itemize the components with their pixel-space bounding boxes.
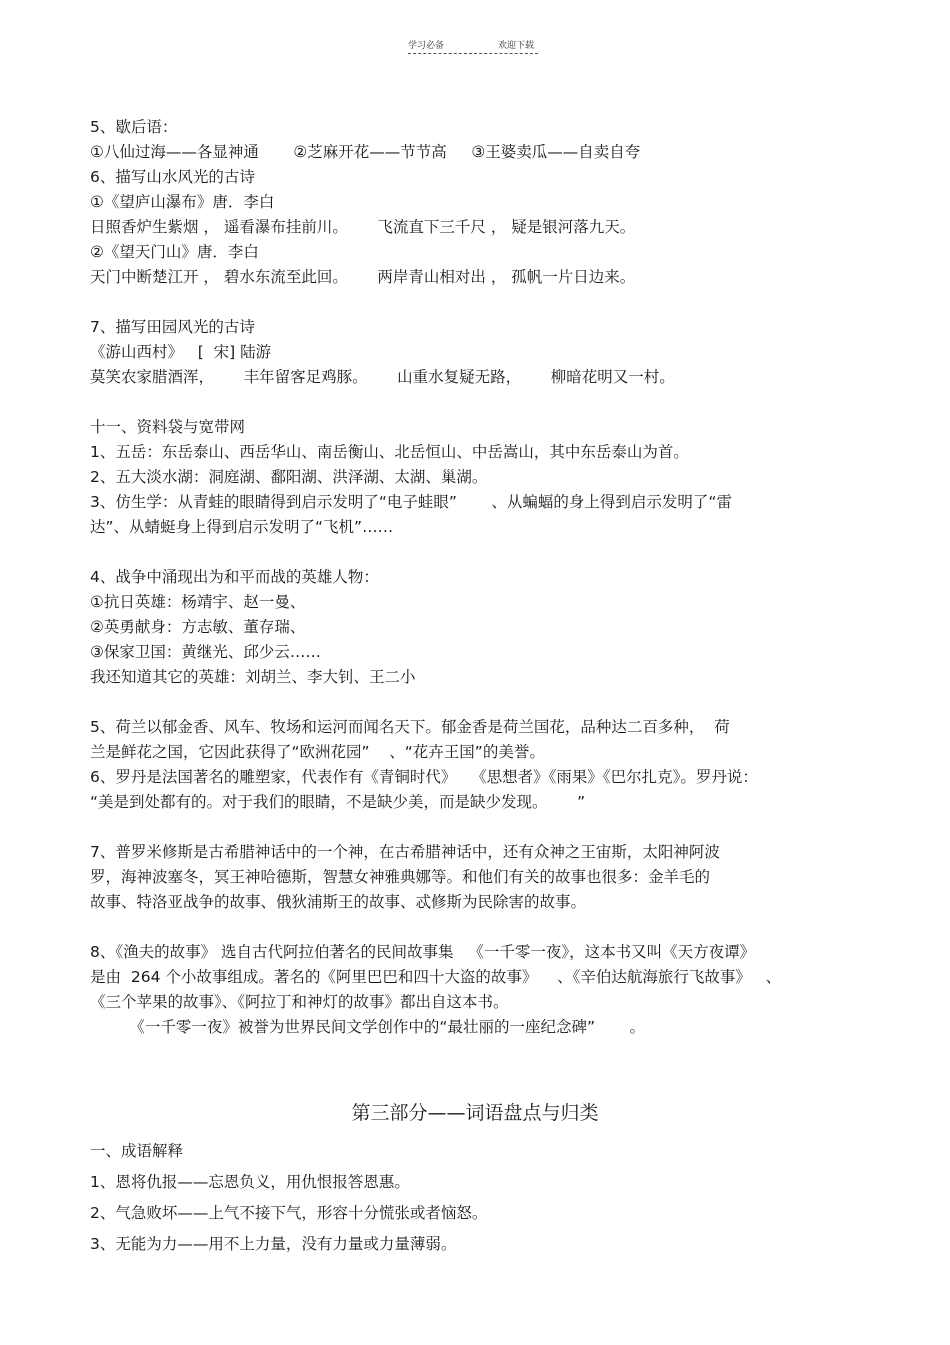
- idiom-item: 1、恩将仇报——忘恩负义，用仇恨报答恩惠。: [90, 1173, 410, 1191]
- text-line: 罗，海神波塞冬，冥王神哈德斯，智慧女神雅典娜等。和他们有关的故事也很多：金羊毛的: [90, 868, 711, 886]
- blank-line: [90, 290, 880, 315]
- text-line: ①《望庐山瀑布》唐．李白: [90, 193, 275, 211]
- text-line: 故事、特洛亚战争的故事、俄狄浦斯王的故事、忒修斯为民除害的故事。: [90, 893, 587, 911]
- text-line: 6、罗丹是法国著名的雕塑家，代表作有《青铜时代》 《思想者》《雨果》《巴尔扎克》。罗丹说：: [90, 768, 758, 786]
- text-line: 8、《渔夫的故事》 选自古代阿拉伯著名的民间故事集 《一千零一夜》，这本书又叫《天方夜谭》: [90, 943, 756, 961]
- text-line: 3、仿生学：从青蛙的眼睛得到启示发明了“电子蛙眼” 、从蝙蝠的身上得到启示发明了“雷: [90, 493, 732, 511]
- idiom-item: 2、气急败坏——上气不接下气，形容十分慌张或者恼怒。: [90, 1204, 488, 1222]
- section-heading: 一、成语解释: [90, 1142, 184, 1160]
- text-line: 2、五大淡水湖：洞庭湖、鄱阳湖、洪泽湖、太湖、巢湖。: [90, 468, 488, 486]
- text-line: ③保家卫国：黄继光、邱少云……: [90, 643, 321, 661]
- part-three-title: 第三部分——词语盘点与归类: [351, 1102, 599, 1124]
- text-line: 天门中断楚江开 ， 碧水东流至此回。 两岸青山相对出 ， 孤帆一片日边来。: [90, 268, 636, 286]
- text-line: 日照香炉生紫烟 ， 遥看瀑布挂前川。 飞流直下三千尺 ， 疑是银河落九天。: [90, 218, 636, 236]
- text-line: ①八仙过海——各显神通 ②芝麻开花——节节高 ③王婆卖瓜——自卖自夸: [90, 143, 641, 161]
- text-line: 达”、从蜻蜓身上得到启示发明了“飞机”……: [90, 518, 394, 536]
- blank-line: [90, 390, 880, 415]
- text-line: 莫笑农家腊酒浑， 丰年留客足鸡豚。 山重水复疑无路， 柳暗花明又一村。: [90, 368, 675, 386]
- section-heading: 十一、资料袋与宽带网: [90, 418, 246, 436]
- text-line: 《三个苹果的故事》、《阿拉丁和神灯的故事》都出自这本书。: [90, 993, 509, 1011]
- text-line: 《游山西村》 [ 宋] 陆游: [90, 343, 272, 361]
- text-line: ②英勇献身：方志敏、董存瑞、: [90, 618, 306, 636]
- blank-line: [90, 540, 880, 565]
- blank-line: [90, 915, 880, 940]
- text-line: 7、普罗米修斯是古希腊神话中的一个神，在古希腊神话中，还有众神之王宙斯，太阳神阿波: [90, 843, 720, 861]
- text-line: 我还知道其它的英雄：刘胡兰、李大钊、王二小: [90, 668, 416, 686]
- blank-line: [90, 815, 880, 840]
- main-content: [90, 115, 880, 1040]
- text-line: 《一千零一夜》被誉为世界民间文学创作中的“最壮丽的一座纪念碑” 。: [90, 1018, 645, 1036]
- text-line: 5、荷兰以郁金香、风车、牧场和运河而闻名天下。郁金香是荷兰国花，品种达二百多种， 荷: [90, 718, 730, 736]
- header-right-text: 欢迎下载: [498, 41, 535, 51]
- header-dashed-rule: [408, 53, 538, 54]
- text-line: 1、五岳：东岳泰山、西岳华山、南岳衡山、北岳恒山、中岳嵩山，其中东岳泰山为首。: [90, 443, 689, 461]
- text-line: “美是到处都有的。对于我们的眼睛，不是缺少美，而是缺少发现。 ”: [90, 793, 586, 811]
- text-line: 5、歇后语：: [90, 118, 178, 136]
- idiom-section: [90, 1136, 880, 1260]
- text-line: 7、描写田园风光的古诗: [90, 318, 255, 336]
- text-line: 兰是鲜花之国，它因此获得了“欧洲花园” 、“花卉王国”的美誉。: [90, 743, 545, 761]
- header-left-text: 学习必备: [408, 41, 445, 51]
- text-line: 4、战争中涌现出为和平而战的英雄人物：: [90, 568, 379, 586]
- text-line: 6、描写山水风光的古诗: [90, 168, 255, 186]
- text-line: ①抗日英雄：杨靖宇、赵一曼、: [90, 593, 306, 611]
- blank-line: [90, 690, 880, 715]
- idiom-item: 3、无能为力——用不上力量，没有力量或力量薄弱。: [90, 1235, 457, 1253]
- text-line: 是由 264 个小故事组成。著名的《阿里巴巴和四十大盗的故事》 、《辛伯达航海旅行飞故事》 、: [90, 968, 782, 986]
- text-line: ②《望天门山》唐．李白: [90, 243, 259, 261]
